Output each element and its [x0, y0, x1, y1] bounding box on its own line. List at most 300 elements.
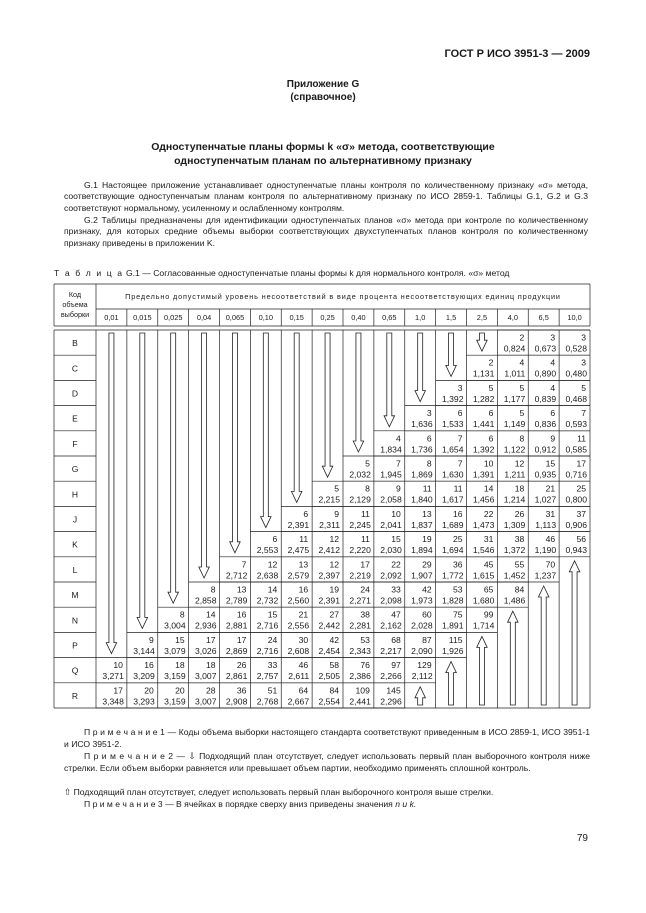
cell-k-value: 1,891: [441, 620, 464, 631]
cell-k-value: 0,839: [534, 393, 557, 404]
cell-n-value: 6: [457, 408, 463, 419]
down-arrow-icon: [353, 333, 364, 452]
cell-n-value: 12: [514, 458, 525, 469]
standard-header: ГОСТ Р ИСО 3951-3 — 2009: [444, 48, 590, 60]
cell-n-value: 31: [483, 534, 494, 545]
up-arrow-icon: [446, 662, 457, 705]
cell-k-value: 1,869: [411, 469, 433, 480]
cell-n-value: 7: [457, 433, 463, 444]
cell-k-value: 1,630: [441, 469, 464, 480]
cell-k-value: 1,680: [472, 595, 495, 606]
cell-k-value: 2,343: [349, 645, 371, 656]
cell-n-value: 5: [334, 483, 339, 494]
cell-k-value: 1,392: [441, 393, 464, 404]
cell-n-value: 7: [581, 408, 586, 419]
cell-n-value: 3: [581, 332, 586, 343]
cell-n-value: 47: [391, 609, 401, 620]
cell-n-value: 27: [329, 609, 339, 620]
cell-n-value: 97: [391, 660, 401, 671]
cell-n-value: 6: [426, 433, 432, 444]
cell-k-value: 1,894: [411, 545, 433, 556]
cell-n-value: 20: [175, 685, 185, 696]
cell-n-value: 17: [236, 634, 247, 645]
cell-k-value: 3,159: [164, 696, 186, 707]
cell-n-value: 15: [267, 609, 278, 620]
cell-k-value: 3,209: [133, 671, 155, 682]
cell-n-value: 11: [577, 433, 586, 444]
cell-k-value: 2,030: [380, 545, 402, 556]
code-header-text: выборки: [60, 310, 90, 319]
span-header-text: Предельно допустимый уровень несоответствий в виде процента несоответствующих единиц продукции: [125, 292, 561, 301]
cell-k-value: 2,245: [349, 519, 371, 530]
cell-k-value: 0,468: [565, 393, 587, 404]
cell-k-value: 0,716: [565, 469, 587, 480]
cell-n-value: 38: [360, 609, 370, 620]
cell-k-value: 2,311: [319, 519, 340, 530]
up-arrow-icon: [569, 561, 580, 705]
cell-n-value: 6: [550, 408, 556, 419]
cell-k-value: 1,840: [411, 494, 433, 505]
aql-header-0,015: 0,015: [133, 313, 152, 322]
cell-k-value: 2,112: [411, 671, 433, 682]
cell-k-value: 2,219: [349, 570, 371, 581]
cell-n-value: 15: [545, 458, 556, 469]
cell-n-value: 42: [329, 634, 339, 645]
cell-n-value: 17: [205, 634, 216, 645]
cell-n-value: 30: [298, 634, 309, 645]
cell-n-value: 129: [417, 660, 432, 671]
note-3: П р и м е ч а н и е 3 — В ячейках в порядке сверху вниз приведены значения n и k.: [84, 799, 417, 809]
cell-n-value: 16: [298, 584, 309, 595]
cell-n-value: 11: [422, 483, 432, 494]
cell-n-value: 24: [267, 634, 278, 645]
cell-k-value: 0,800: [565, 494, 587, 505]
page-number: 79: [576, 833, 588, 844]
sample-code-D: D: [71, 388, 79, 399]
cell-n-value: 17: [360, 559, 370, 570]
cell-k-value: 1,452: [503, 570, 526, 581]
cell-n-value: 11: [453, 483, 463, 494]
cell-k-value: 2,757: [256, 671, 279, 682]
sample-code-J: J: [72, 514, 78, 525]
cell-k-value: 2,412: [318, 545, 340, 556]
cell-n-value: 21: [298, 609, 309, 620]
cell-n-value: 4: [519, 357, 525, 368]
cell-k-value: 1,654: [441, 444, 464, 455]
cell-k-value: 1,456: [472, 494, 495, 505]
cell-n-value: 10: [483, 458, 494, 469]
note-2-up-arrow: ⇧ Подходящий план отсутствует, следует использовать первый план выборочного контроля выше стрелки.: [64, 787, 494, 797]
cell-k-value: 2,554: [318, 696, 340, 707]
cell-n-value: 8: [519, 433, 525, 444]
cell-k-value: 1,309: [503, 519, 526, 530]
aql-header-0,01: 0,01: [104, 313, 119, 322]
cell-k-value: 1,694: [441, 545, 464, 556]
cell-n-value: 31: [545, 508, 556, 519]
aql-header-4,0: 4,0: [507, 313, 518, 322]
cell-n-value: 2: [519, 332, 525, 343]
cell-n-value: 16: [144, 660, 154, 671]
cell-k-value: 2,716: [256, 620, 279, 631]
cell-k-value: 2,296: [380, 696, 402, 707]
sample-code-H: H: [71, 489, 79, 500]
cell-n-value: 46: [545, 534, 556, 545]
cell-k-value: 2,638: [256, 570, 279, 581]
cell-n-value: 22: [391, 559, 401, 570]
cell-n-value: 18: [175, 660, 185, 671]
section-title-line2: одноступенчатым планам по альтернативному признаку: [174, 155, 472, 167]
cell-k-value: 0,906: [565, 519, 587, 530]
cell-n-value: 14: [267, 584, 278, 595]
cell-k-value: 3,007: [194, 671, 217, 682]
cell-k-value: 2,560: [287, 595, 310, 606]
cell-n-value: 58: [329, 660, 339, 671]
cell-n-value: 70: [545, 559, 556, 570]
cell-n-value: 17: [576, 458, 586, 469]
cell-k-value: 2,281: [349, 620, 371, 631]
aql-header-10,0: 10,0: [567, 313, 582, 322]
cell-n-value: 26: [514, 508, 525, 519]
cell-k-value: 2,217: [380, 645, 402, 656]
cell-k-value: 2,092: [380, 570, 402, 581]
cell-n-value: 18: [205, 660, 216, 671]
cell-k-value: 0,912: [534, 444, 557, 455]
cell-n-value: 36: [236, 685, 247, 696]
cell-n-value: 20: [144, 685, 154, 696]
cell-k-value: 1,945: [380, 469, 402, 480]
cell-k-value: 3,159: [164, 671, 186, 682]
cell-k-value: 2,391: [287, 519, 310, 530]
cell-k-value: 2,041: [380, 519, 402, 530]
cell-n-value: 37: [576, 508, 586, 519]
cell-n-value: 19: [329, 584, 339, 595]
aql-header-0,065: 0,065: [225, 313, 245, 322]
cell-n-value: 18: [514, 483, 525, 494]
down-arrow-icon: [230, 333, 241, 553]
cell-n-value: 8: [210, 584, 216, 595]
cell-k-value: 1,391: [472, 469, 495, 480]
cell-k-value: 2,712: [225, 570, 248, 581]
cell-k-value: 1,714: [472, 620, 495, 631]
cell-n-value: 12: [267, 559, 278, 570]
cell-n-value: 22: [483, 508, 494, 519]
code-header-text: Код: [68, 290, 82, 299]
cell-n-value: 84: [329, 685, 339, 696]
cell-n-value: 3: [550, 332, 556, 343]
cell-k-value: 1,907: [411, 570, 433, 581]
aql-header-0,40: 0,40: [351, 313, 366, 322]
cell-n-value: 6: [488, 433, 494, 444]
aql-header-1,5: 1,5: [445, 313, 457, 322]
cell-k-value: 2,579: [287, 570, 310, 581]
appendix-subtitle: (справочное): [290, 92, 356, 103]
cell-n-value: 7: [395, 458, 401, 469]
sample-code-K: K: [72, 539, 78, 550]
cell-k-value: 1,636: [411, 419, 433, 430]
cell-n-value: 7: [457, 458, 463, 469]
cell-n-value: 10: [113, 660, 123, 671]
cell-k-value: 3,348: [102, 696, 124, 707]
sample-code-R: R: [71, 690, 79, 701]
sample-code-F: F: [72, 438, 78, 449]
cell-k-value: 2,858: [194, 595, 217, 606]
cell-n-value: 6: [488, 408, 494, 419]
cell-k-value: 1,546: [472, 545, 495, 556]
sample-code-M: M: [71, 590, 79, 601]
cell-k-value: 2,271: [349, 595, 371, 606]
sample-code-E: E: [72, 413, 78, 424]
cell-n-value: 2: [488, 357, 494, 368]
cell-n-value: 9: [334, 508, 339, 519]
code-header-text: объема: [62, 300, 88, 309]
cell-k-value: 3,271: [102, 671, 124, 682]
cell-n-value: 14: [483, 483, 494, 494]
cell-n-value: 3: [426, 408, 432, 419]
paragraph-g1: G.1 Настоящее приложение устанавливает одноступенчатые планы контроля по количественному признаку «σ» метода, соответствующие одноступенчатым планам контроля по альтернативному признаку по ИСО 2859-1. Таблицы G.1, G.2 и G.3 соответствуют нормальному, усиленному и ослабленному контролям.: [64, 180, 588, 213]
cell-k-value: 2,058: [380, 494, 402, 505]
cell-n-value: 28: [205, 685, 216, 696]
cell-n-value: 99: [483, 609, 494, 620]
cell-k-value: 2,732: [256, 595, 279, 606]
sample-code-L: L: [72, 564, 78, 575]
cell-n-value: 7: [241, 559, 247, 570]
down-arrow-icon: [137, 333, 148, 628]
down-arrow-icon: [446, 333, 457, 376]
cell-n-value: 9: [550, 433, 556, 444]
cell-k-value: 2,768: [256, 696, 279, 707]
cell-k-value: 2,789: [225, 595, 248, 606]
cell-k-value: 2,475: [287, 545, 310, 556]
sample-code-Q: Q: [71, 665, 79, 676]
cell-n-value: 8: [365, 483, 370, 494]
cell-k-value: 2,397: [318, 570, 340, 581]
cell-k-value: 3,004: [164, 620, 186, 631]
down-arrow-icon: [477, 333, 488, 351]
down-arrow-icon: [106, 333, 117, 654]
cell-k-value: 3,293: [133, 696, 155, 707]
cell-n-value: 10: [391, 508, 401, 519]
cell-k-value: 2,028: [411, 620, 433, 631]
aql-header-0,025: 0,025: [163, 313, 183, 322]
cell-k-value: 0,890: [534, 368, 557, 379]
cell-k-value: 3,026: [194, 645, 217, 656]
cell-k-value: 2,098: [380, 595, 402, 606]
cell-n-value: 11: [360, 508, 370, 519]
aql-header-6,5: 6,5: [538, 313, 549, 322]
cell-n-value: 76: [360, 660, 370, 671]
aql-header-2,5: 2,5: [476, 313, 488, 322]
cell-k-value: 1,615: [472, 570, 495, 581]
cell-k-value: 1,282: [472, 393, 495, 404]
cell-n-value: 5: [488, 382, 494, 393]
cell-n-value: 15: [391, 534, 401, 545]
aql-header-0,25: 0,25: [320, 313, 335, 322]
cell-n-value: 6: [272, 534, 278, 545]
cell-k-value: 2,908: [225, 696, 248, 707]
cell-k-value: 2,162: [380, 620, 402, 631]
cell-n-value: 145: [386, 685, 401, 696]
cell-n-value: 8: [426, 458, 432, 469]
cell-k-value: 1,392: [472, 444, 495, 455]
cell-n-value: 16: [236, 609, 247, 620]
cell-n-value: 33: [267, 660, 278, 671]
cell-n-value: 55: [514, 559, 525, 570]
cell-k-value: 1,211: [504, 469, 526, 480]
cell-n-value: 5: [519, 408, 525, 419]
cell-n-value: 60: [422, 609, 432, 620]
cell-k-value: 1,828: [441, 595, 464, 606]
cell-k-value: 1,011: [504, 368, 526, 379]
sample-code-C: C: [71, 363, 79, 374]
cell-k-value: 1,837: [411, 519, 433, 530]
note-2: П р и м е ч а н и е 2 — ⇩ Подходящий план отсутствует, следует использовать первый план выборочного контроля ниже стрелки. Если объем выборки равняется или превышает объем партии, необходимо применять сплошной контроль.: [64, 751, 590, 773]
cell-n-value: 38: [514, 534, 525, 545]
sample-code-G: G: [71, 464, 79, 475]
cell-n-value: 68: [391, 634, 401, 645]
cell-k-value: 1,113: [535, 519, 557, 530]
paragraph-g2: G.2 Таблицы предназначены для идентификации одноступенчатых планов «σ» метода при контроле по количественному признаку, для которых средние объемы выборки соответствующих двухступенчатых планов контроля по количественному признаку приведены в приложении K.: [64, 215, 588, 248]
cell-n-value: 9: [395, 483, 401, 494]
cell-k-value: 1,441: [472, 419, 495, 430]
cell-n-value: 29: [422, 559, 432, 570]
cell-n-value: 53: [452, 584, 463, 595]
aql-header-0,10: 0,10: [258, 313, 274, 322]
cell-n-value: 14: [205, 609, 216, 620]
cell-k-value: 2,090: [411, 645, 433, 656]
cell-k-value: 2,608: [287, 645, 310, 656]
aql-header-0,15: 0,15: [289, 313, 304, 322]
cell-n-value: 17: [113, 685, 123, 696]
cell-k-value: 0,593: [565, 419, 587, 430]
cell-n-value: 25: [452, 534, 463, 545]
cell-n-value: 8: [179, 609, 185, 620]
cell-n-value: 4: [395, 433, 401, 444]
down-arrow-icon: [261, 333, 272, 528]
cell-k-value: 1,237: [534, 570, 557, 581]
appendix-title: Приложение G: [286, 79, 360, 90]
aql-header-0,65: 0,65: [382, 313, 397, 322]
cell-n-value: 65: [483, 584, 494, 595]
up-arrow-icon: [415, 687, 426, 705]
cell-n-value: 42: [422, 584, 432, 595]
cell-k-value: 1,834: [380, 444, 402, 455]
cell-n-value: 51: [267, 685, 278, 696]
cell-n-value: 9: [148, 634, 154, 645]
cell-k-value: 3,144: [133, 645, 155, 656]
sample-code-P: P: [72, 640, 78, 651]
cell-k-value: 1,736: [411, 444, 433, 455]
cell-k-value: 1,122: [503, 444, 526, 455]
cell-n-value: 3: [457, 382, 463, 393]
cell-n-value: 12: [329, 534, 339, 545]
cell-k-value: 2,454: [318, 645, 340, 656]
cell-k-value: 2,266: [380, 671, 402, 682]
cell-n-value: 6: [303, 508, 309, 519]
cell-n-value: 12: [329, 559, 339, 570]
sample-code-N: N: [71, 615, 79, 626]
cell-k-value: 3,007: [194, 696, 217, 707]
down-arrow-icon: [384, 333, 395, 427]
cell-k-value: 2,716: [256, 645, 279, 656]
cell-n-value: 64: [298, 685, 309, 696]
cell-k-value: 1,177: [503, 393, 526, 404]
cell-k-value: 1,486: [503, 595, 526, 606]
cell-n-value: 11: [299, 534, 309, 545]
cell-k-value: 2,442: [318, 620, 340, 631]
cell-n-value: 21: [545, 483, 556, 494]
down-arrow-icon: [199, 333, 210, 578]
cell-k-value: 1,973: [411, 595, 433, 606]
cell-k-value: 2,936: [194, 620, 217, 631]
cell-k-value: 1,617: [441, 494, 464, 505]
cell-n-value: 13: [236, 584, 247, 595]
cell-n-value: 19: [422, 534, 432, 545]
down-arrow-icon: [415, 333, 426, 402]
cell-k-value: 2,611: [288, 671, 310, 682]
cell-n-value: 53: [360, 634, 370, 645]
cell-k-value: 2,553: [256, 545, 279, 556]
cell-k-value: 1,149: [503, 419, 526, 430]
up-arrow-icon: [538, 586, 549, 705]
cell-n-value: 11: [360, 534, 370, 545]
cell-n-value: 25: [576, 483, 586, 494]
up-arrow-icon: [477, 636, 488, 705]
cell-k-value: 2,881: [225, 620, 248, 631]
cell-k-value: 1,372: [503, 545, 526, 556]
cell-n-value: 5: [581, 382, 586, 393]
cell-k-value: 0,673: [534, 343, 557, 354]
cell-n-value: 87: [422, 634, 432, 645]
cell-k-value: 2,032: [349, 469, 371, 480]
down-arrow-icon: [322, 333, 333, 477]
cell-k-value: 1,533: [441, 419, 464, 430]
cell-k-value: 0,585: [565, 444, 587, 455]
cell-k-value: 1,772: [441, 570, 464, 581]
aql-header-0,04: 0,04: [196, 313, 212, 322]
cell-k-value: 1,027: [534, 494, 557, 505]
cell-n-value: 115: [448, 634, 463, 645]
cell-k-value: 2,391: [318, 595, 340, 606]
down-arrow-icon: [168, 333, 179, 603]
cell-k-value: 2,869: [225, 645, 248, 656]
cell-k-value: 2,129: [349, 494, 371, 505]
cell-n-value: 3: [581, 357, 586, 368]
cell-n-value: 4: [550, 382, 556, 393]
cell-n-value: 75: [452, 609, 463, 620]
cell-n-value: 33: [391, 584, 401, 595]
cell-n-value: 16: [452, 508, 463, 519]
cell-k-value: 2,220: [349, 545, 371, 556]
cell-n-value: 4: [550, 357, 556, 368]
cell-k-value: 1,214: [503, 494, 526, 505]
cell-k-value: 1,689: [441, 519, 464, 530]
down-arrow-icon: [291, 333, 302, 502]
cell-k-value: 1,473: [472, 519, 495, 530]
cell-k-value: 2,667: [287, 696, 310, 707]
cell-n-value: 109: [355, 685, 370, 696]
sample-code-B: B: [72, 338, 78, 349]
section-title-line1: Одноступенчатые планы формы k «σ» метода, соответствующие: [151, 141, 495, 153]
cell-k-value: 0,824: [503, 343, 526, 354]
cell-n-value: 56: [576, 534, 586, 545]
cell-k-value: 2,861: [225, 671, 248, 682]
cell-n-value: 13: [422, 508, 432, 519]
cell-k-value: 1,131: [472, 368, 495, 379]
cell-n-value: 36: [452, 559, 463, 570]
cell-k-value: 3,079: [164, 645, 186, 656]
cell-n-value: 13: [298, 559, 309, 570]
cell-n-value: 26: [236, 660, 247, 671]
